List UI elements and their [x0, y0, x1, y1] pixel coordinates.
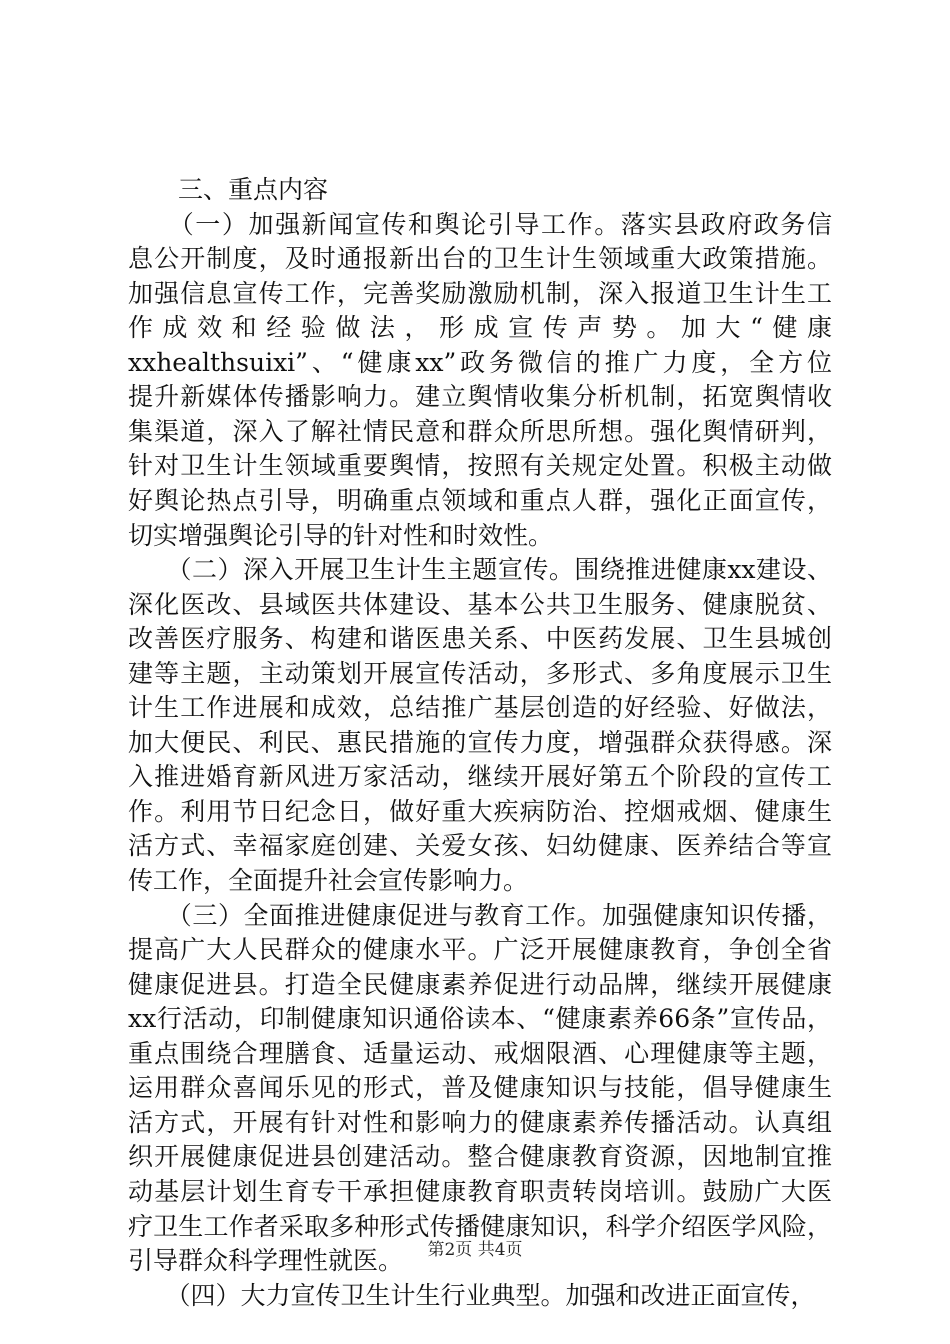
text-line: 深化医改、县域医共体建设、基本公共卫生服务、健康脱贫、	[128, 589, 832, 619]
page-footer: 第2页 共4页	[427, 1240, 523, 1260]
text-line: 活方式，开展有针对性和影响力的健康素养传播活动。认真组	[128, 1107, 832, 1137]
text-line: xx行活动，印制健康知识通俗读本、“健康素养66条”宣传品，	[128, 1004, 832, 1034]
text-line: 作。利用节日纪念日，做好重大疾病防治、控烟戒烟、健康生	[128, 796, 832, 826]
text-line: 疗卫生工作者采取多种形式传播健康知识，科学介绍医学风险，	[128, 1211, 832, 1241]
text-line: 集渠道，深入了解社情民意和群众所思所想。强化舆情研判，	[128, 416, 832, 446]
text-line: xxhealthsuixi”、“健康xx”政务微信的推广力度，全方位	[128, 347, 832, 377]
text-line: 提升新媒体传播影响力。建立舆情收集分析机制，拓宽舆情收	[128, 382, 832, 412]
text-line: 引导群众科学理性就医。	[128, 1246, 404, 1276]
text-line: 传工作，全面提升社会宣传影响力。	[128, 866, 529, 895]
text-line: （三）全面推进健康促进与教育工作。加强健康知识传播，	[128, 900, 832, 930]
text-line: 加强信息宣传工作，完善奖励激励机制，深入报道卫生计生工	[128, 278, 832, 308]
text-line: 建等主题，主动策划开展宣传活动，多形式、多角度展示卫生	[128, 658, 832, 688]
text-line: 针对卫生计生领域重要舆情，按照有关规定处置。积极主动做	[128, 451, 832, 481]
text-line: 切实增强舆论引导的针对性和时效性。	[128, 520, 554, 550]
text-line: 息公开制度，及时通报新出台的卫生计生领域重大政策措施。	[128, 244, 832, 274]
text-line: 好舆论热点引导，明确重点领域和重点人群，强化正面宣传，	[128, 485, 832, 515]
text-line: 动基层计划生育专干承担健康教育职责转岗培训。鼓励广大医	[128, 1176, 832, 1206]
text-line: 入推进婚育新风进万家活动，继续开展好第五个阶段的宣传工	[128, 762, 832, 792]
text-line: 运用群众喜闻乐见的形式，普及健康知识与技能，倡导健康生	[128, 1073, 832, 1103]
text-line: （二）深入开展卫生计生主题宣传。围绕推进健康xx建设、	[128, 555, 832, 585]
text-line: 重点围绕合理膳食、适量运动、戒烟限酒、心理健康等主题，	[128, 1038, 832, 1068]
text-line: 活方式、幸福家庭创建、关爱女孩、妇幼健康、医养结合等宣	[128, 831, 832, 861]
text-line: 计生工作进展和成效，总结推广基层创造的好经验、好做法，	[128, 693, 832, 723]
text-line: 织开展健康促进县创建活动。整合健康教育资源，因地制宜推	[128, 1142, 832, 1172]
text-line: 加大便民、利民、惠民措施的宣传力度，增强群众获得感。深	[128, 727, 832, 757]
text-line: （一）加强新闻宣传和舆论引导工作。落实县政府政务信	[128, 209, 832, 239]
text-line: 三、重点内容	[128, 175, 329, 204]
text-line: 健康促进县。打造全民健康素养促进行动品牌，继续开展健康	[128, 969, 832, 999]
text-line: 改善医疗服务、构建和谐医患关系、中医药发展、卫生县城创	[128, 624, 832, 654]
text-line: （四）大力宣传卫生计生行业典型。加强和改进正面宣传，	[128, 1280, 816, 1310]
text-line: 提高广大人民群众的健康水平。广泛开展健康教育，争创全省	[128, 935, 832, 965]
text-line: 作成效和经验做法，形成宣传声势。加大“健康	[128, 313, 832, 343]
